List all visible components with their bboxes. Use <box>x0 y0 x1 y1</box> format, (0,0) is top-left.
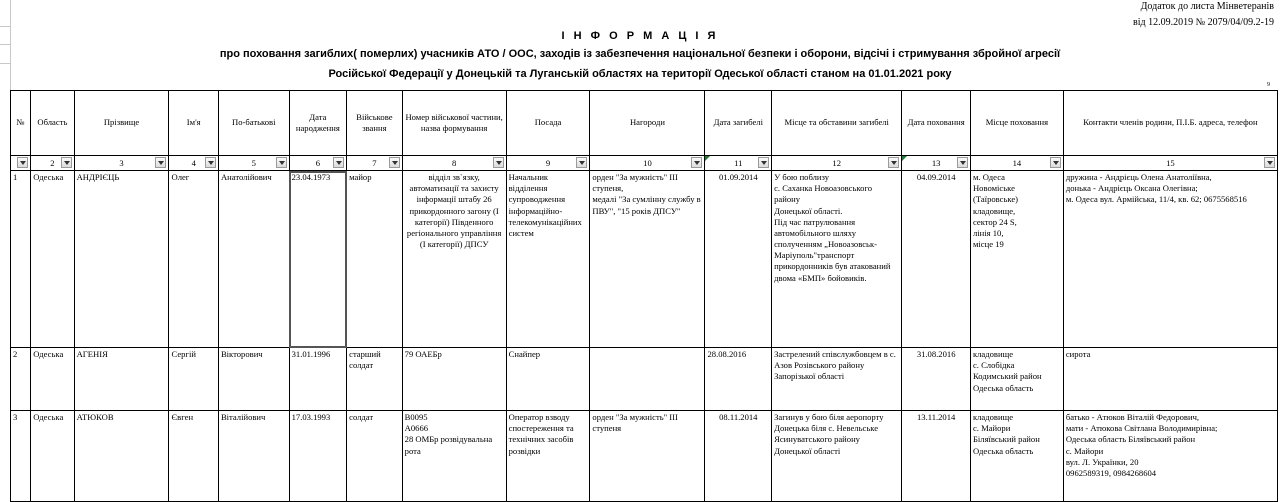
filter-dropdown-icon[interactable] <box>1264 157 1275 168</box>
col-header-contacts: Контакти членів родини, П.І.Б. адреса, телефон <box>1063 91 1277 156</box>
cell-death-place[interactable]: У бою поблизу с. Саханка Новоазовського району Донецької області. Під час патрулювання автомобільного шляху сполученням „Новоазовськ-Маріуполь"транспорт прикордонників був атакований двома «БМП» бойовиків. <box>772 171 902 348</box>
document-title: І Н Ф О Р М А Ц І Я <box>561 30 719 42</box>
filter-cell <box>11 156 31 171</box>
cell-region[interactable]: Одеська <box>31 171 74 348</box>
col-header-death-place: Місце та обставини загибелі <box>772 91 902 156</box>
filter-dropdown-icon[interactable] <box>17 157 28 168</box>
filter-dropdown-icon[interactable] <box>1050 157 1061 168</box>
cell-unit[interactable]: відділ зв`язку, автоматизації та захисту інформації штабу 26 прикордонного загону (І категорії) Південного регіонального управління (І категорії) ДПСУ <box>402 171 506 348</box>
col-header-number: № <box>11 91 31 156</box>
filter-cell: 14 <box>970 156 1063 171</box>
comment-marker-icon <box>705 156 710 161</box>
filter-dropdown-icon[interactable] <box>389 157 400 168</box>
cell-name[interactable]: Сергій <box>169 348 218 411</box>
col-header-unit: Номер військової частини, назва формування <box>402 91 506 156</box>
col-header-birth-date: Дата народження <box>289 91 347 156</box>
header-row <box>11 91 1278 156</box>
row-gridline <box>0 26 10 27</box>
col-header-region: Область <box>31 91 74 156</box>
cell-number[interactable]: 3 <box>11 411 31 502</box>
cell-patronymic[interactable]: Віталійович <box>218 411 289 502</box>
cell-birth-date[interactable]: 31.01.1996 <box>289 348 347 411</box>
cell-death-place[interactable]: Застрелений співслужбовцем в с. Азов Розівського району Запорізької області <box>772 348 902 411</box>
cell-patronymic[interactable]: Анатолійович <box>218 171 289 348</box>
cell-death-date[interactable]: 01.09.2014 <box>705 171 772 348</box>
cell-awards[interactable]: орден "За мужність" ІІІ ступеня, медалі "За сумлінну службу в ПВУ", "15 років ДПСУ" <box>590 171 705 348</box>
col-header-death-date: Дата загибелі <box>705 91 772 156</box>
cell-region[interactable]: Одеська <box>31 348 74 411</box>
col-header-surname: Прізвище <box>74 91 169 156</box>
filter-cell: 7 <box>347 156 403 171</box>
filter-cell: 12 <box>772 156 902 171</box>
cell-burial-date[interactable]: 04.09.2014 <box>902 171 971 348</box>
row-gridline <box>0 63 10 64</box>
cell-position[interactable]: Снайпер <box>506 348 590 411</box>
cell-awards[interactable] <box>590 348 705 411</box>
cell-contacts[interactable]: сирота <box>1063 348 1277 411</box>
filter-cell: 13 <box>902 156 971 171</box>
cell-patronymic[interactable]: Вікторович <box>218 348 289 411</box>
cell-burial-place[interactable]: м. Одеса Новоміське (Таїровське) кладовище, сектор 24 S, лінія 10, місце 19 <box>970 171 1063 348</box>
cell-surname[interactable]: АГЕНІЯ <box>74 348 169 411</box>
filter-cell: 11 <box>705 156 772 171</box>
cell-name[interactable]: Євген <box>169 411 218 502</box>
comment-marker-icon <box>902 156 907 161</box>
cell-position[interactable]: Начальник відділення супроводження інформаційно-телекомунікаційних систем <box>506 171 590 348</box>
filter-dropdown-icon[interactable] <box>276 157 287 168</box>
attachment-note: Додаток до листа Мінветеранів <box>1140 1 1274 12</box>
filter-cell: 10 <box>590 156 705 171</box>
cell-burial-place[interactable]: кладовище с. Слобідка Кодимський район Одеська область <box>970 348 1063 411</box>
cell-rank[interactable]: майор <box>347 171 403 348</box>
cell-birth-date-selected[interactable]: 23.04.1973 <box>289 171 347 348</box>
filter-cell: 15 <box>1063 156 1277 171</box>
col-header-awards: Нагороди <box>590 91 705 156</box>
cell-death-place[interactable]: Загинув у бою біля аеропорту Донецька біля с. Невельське Ясинуватського району Донецької області <box>772 411 902 502</box>
cell-contacts[interactable]: дружина - Андрієць Олена Анатоліївна, донька - Андрієць Оксана Олегівна; м. Одеса вул. Армійська, 11/4, кв. 62; 0675568516 <box>1063 171 1277 348</box>
cell-unit[interactable]: 79 ОАЕБр <box>402 348 506 411</box>
col-header-rank: Військове звання <box>347 91 403 156</box>
col-header-burial-place: Місце поховання <box>970 91 1063 156</box>
filter-dropdown-icon[interactable] <box>691 157 702 168</box>
filter-dropdown-icon[interactable] <box>493 157 504 168</box>
burials-table <box>10 90 1278 502</box>
document-subtitle-1: про поховання загиблих( померлих) учасників АТО / ООС, заходів із забезпечення національної безпеки і оборони, відсічі і стримування збройної агресії <box>219 48 1061 60</box>
filter-cell: 6 <box>289 156 347 171</box>
table-row <box>11 411 1278 502</box>
cell-number[interactable]: 1 <box>11 171 31 348</box>
cell-position[interactable]: Оператор взводу спостереження та технічних засобів розвідки <box>506 411 590 502</box>
table-row <box>11 171 1278 348</box>
cell-burial-place[interactable]: кладовище с. Майори Біляївський район Одеська область <box>970 411 1063 502</box>
cell-surname[interactable]: АНДРІЄЦЬ <box>74 171 169 348</box>
cell-death-date[interactable]: 28.08.2016 <box>705 348 772 411</box>
page-number: 9 <box>1267 82 1270 88</box>
cell-burial-date[interactable]: 31.08.2016 <box>902 348 971 411</box>
filter-dropdown-icon[interactable] <box>888 157 899 168</box>
cell-number[interactable]: 2 <box>11 348 31 411</box>
col-header-position: Посада <box>506 91 590 156</box>
cell-burial-date[interactable]: 13.11.2014 <box>902 411 971 502</box>
cell-unit[interactable]: В0095 А0666 28 ОМБр розвідувальна рота <box>402 411 506 502</box>
row-gridline <box>0 44 10 45</box>
cell-awards[interactable]: орден "За мужність" ІІІ ступеня <box>590 411 705 502</box>
filter-dropdown-icon[interactable] <box>957 157 968 168</box>
cell-birth-date[interactable]: 17.03.1993 <box>289 411 347 502</box>
filter-row <box>11 156 1278 171</box>
letter-reference: від 12.09.2019 № 2079/04/09.2-19 <box>1132 17 1274 28</box>
filter-cell: 9 <box>506 156 590 171</box>
filter-cell: 2 <box>31 156 74 171</box>
filter-cell: 3 <box>74 156 169 171</box>
filter-dropdown-icon[interactable] <box>61 157 72 168</box>
filter-dropdown-icon[interactable] <box>576 157 587 168</box>
filter-dropdown-icon[interactable] <box>155 157 166 168</box>
cell-region[interactable]: Одеська <box>31 411 74 502</box>
cell-rank[interactable]: старший солдат <box>347 348 403 411</box>
col-header-name: Ім'я <box>169 91 218 156</box>
cell-name[interactable]: Олег <box>169 171 218 348</box>
cell-death-date[interactable]: 08.11.2014 <box>705 411 772 502</box>
filter-cell: 8 <box>402 156 506 171</box>
filter-dropdown-icon[interactable] <box>205 157 216 168</box>
filter-dropdown-icon[interactable] <box>333 157 344 168</box>
filter-cell: 5 <box>218 156 289 171</box>
filter-cell: 4 <box>169 156 218 171</box>
filter-dropdown-icon[interactable] <box>758 157 769 168</box>
table-row <box>11 348 1278 411</box>
cell-surname[interactable]: АТЮКОВ <box>74 411 169 502</box>
col-header-patronymic: По-батькові <box>218 91 289 156</box>
col-header-burial-date: Дата поховання <box>902 91 971 156</box>
cell-rank[interactable]: солдат <box>347 411 403 502</box>
cell-contacts[interactable]: батько - Атюков Віталій Федорович, мати - Атюкова Світлана Володимирівна; Одеська область Біляївський район с. Майори вул. Л. Українки, 20 0962589319, 0984268604 <box>1063 411 1277 502</box>
document-subtitle-2: Російської Федерації у Донецькій та Луганській областях на території Одеської області станом на 01.01.2021 року <box>328 68 952 80</box>
